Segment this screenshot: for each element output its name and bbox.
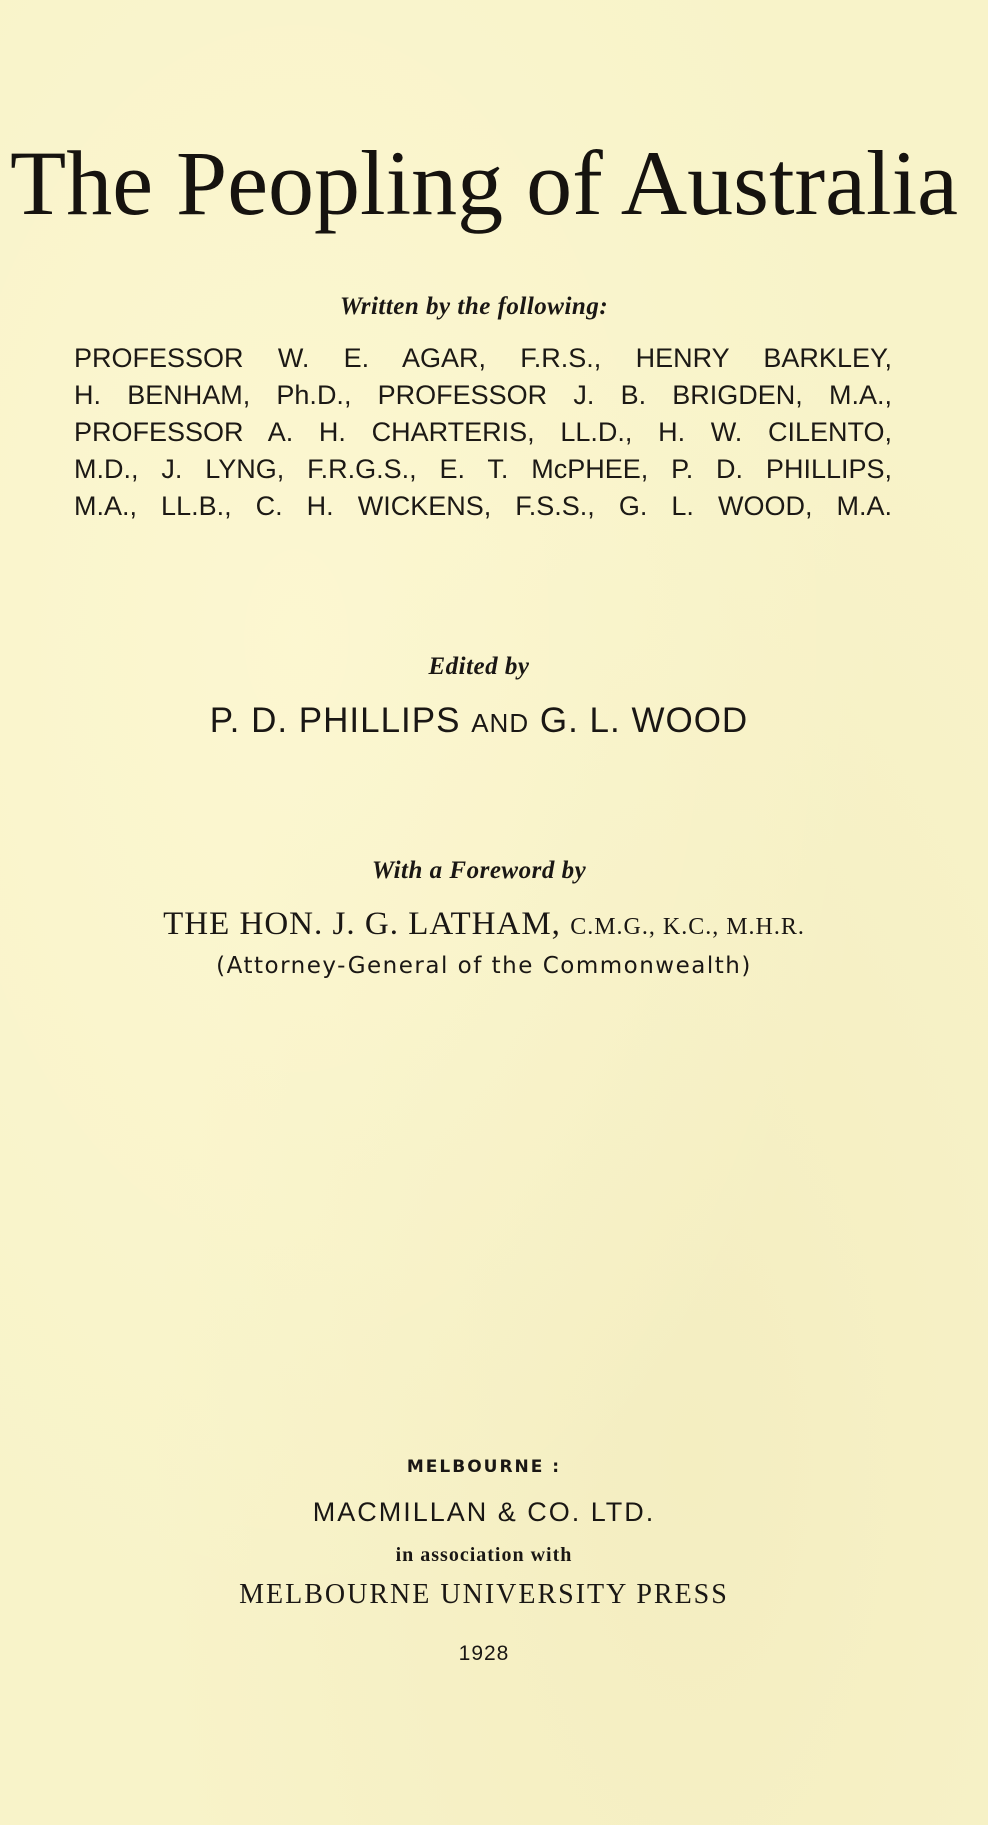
edited-by-label: Edited by	[428, 653, 530, 680]
written-by-label: Written by the following:	[339, 293, 609, 320]
foreword-author-line	[0, 904, 978, 947]
authors-line: PROFESSOR W. E. AGAR, F.R.S., HENRY BARKLEY,	[74, 343, 892, 373]
book-title: The Peopling of Australia	[10, 132, 958, 234]
authors-line: M.D., J. LYNG, F.R.G.S., E. T. McPHEE, P. D. PHILLIPS,	[74, 454, 892, 484]
publisher-name: MACMILLAN & CO. LTD.	[312, 1497, 656, 1527]
foreword-author-name: J. G. LATHAM,	[332, 906, 561, 942]
foreword-honours: C.M.G., K.C., M.H.R.	[570, 914, 805, 940]
foreword-prefix: THE HON.	[163, 906, 324, 942]
publisher-city: MELBOURNE :	[406, 1457, 562, 1477]
authors-list	[74, 340, 892, 525]
authors-line: M.A., LL.B., C. H. WICKENS, F.S.S., G. L. WOOD, M.A.	[74, 491, 892, 521]
authors-line: PROFESSOR A. H. CHARTERIS, LL.D., H. W. CILENTO,	[74, 417, 892, 447]
editor-name: G. L. WOOD	[539, 701, 749, 740]
editors-line	[0, 700, 973, 744]
foreword-role: (Attorney-General of the Commonwealth)	[216, 953, 752, 979]
editors-conjunction: AND	[471, 708, 530, 738]
publisher-press: MELBOURNE UNIVERSITY PRESS	[239, 1579, 729, 1610]
editor-name: P. D. PHILLIPS	[209, 701, 461, 740]
foreword-label: With a Foreword by	[371, 857, 587, 884]
authors-line: H. BENHAM, Ph.D., PROFESSOR J. B. BRIGDEN, M.A.,	[74, 380, 892, 410]
publisher-association: in association with	[395, 1544, 573, 1566]
publication-year: 1928	[458, 1642, 510, 1665]
